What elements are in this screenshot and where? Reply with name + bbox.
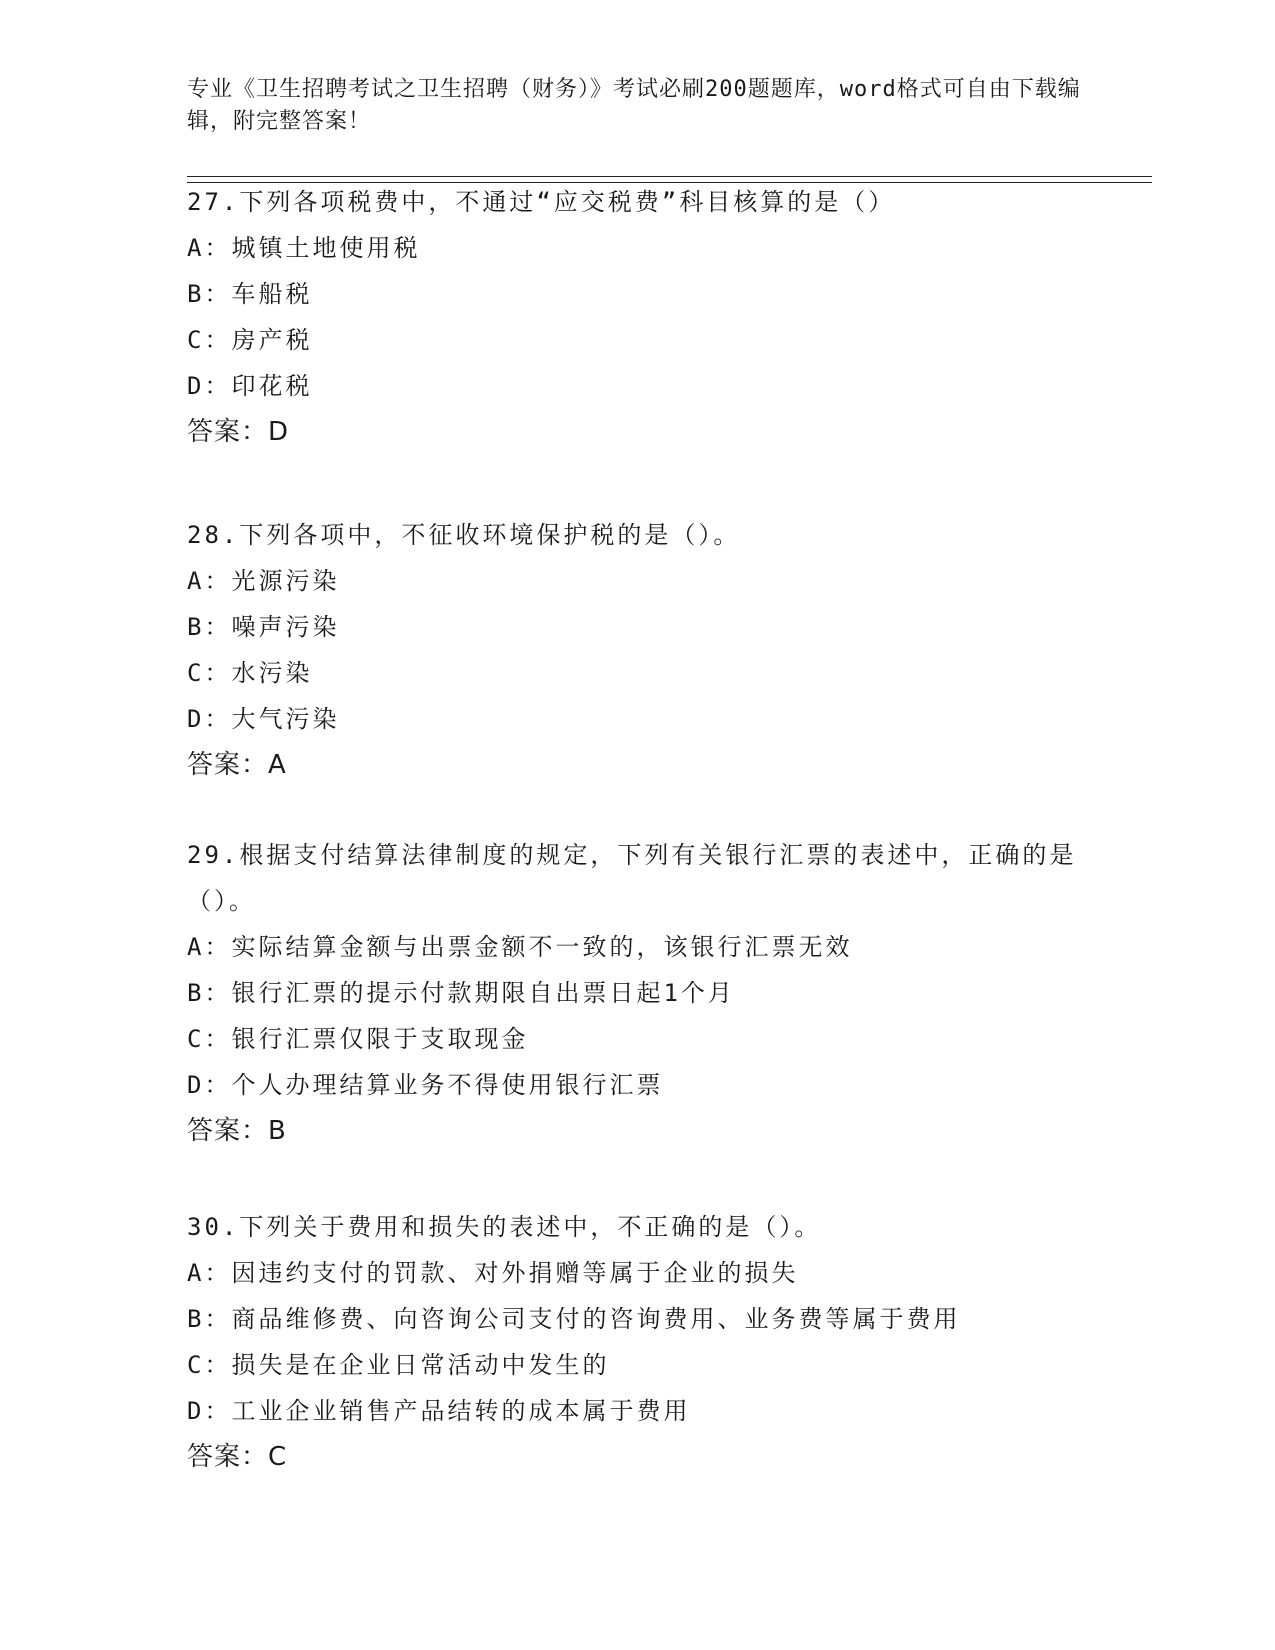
option-b: B：商品维修费、向咨询公司支付的咨询费用、业务费等属于费用: [187, 1305, 961, 1333]
question-30: [187, 1204, 1087, 1480]
option-b: B：银行汇票的提示付款期限自出票日起1个月: [187, 979, 735, 1007]
option-b: B：车船税: [187, 280, 313, 308]
option-c: C：银行汇票仅限于支取现金: [187, 1025, 529, 1053]
question-stem: 28.下列各项中，不征收环境保护税的是（）。: [187, 521, 741, 549]
answer-label: 答案：B: [187, 1116, 287, 1146]
header-divider-top: [187, 176, 1152, 177]
option-a: A：实际结算金额与出票金额不一致的，该银行汇票无效: [187, 933, 853, 961]
question-28: [187, 512, 1087, 788]
question-stem: 27.下列各项税费中，不通过“应交税费”科目核算的是（）: [187, 188, 896, 216]
option-c: C：水污染: [187, 659, 313, 687]
question-29: [187, 832, 1087, 1154]
option-b: B：噪声污染: [187, 613, 340, 641]
option-c: C：损失是在企业日常活动中发生的: [187, 1351, 610, 1379]
option-c: C：房产税: [187, 326, 313, 354]
question-stem: 30.下列关于费用和损失的表述中，不正确的是（）。: [187, 1213, 822, 1241]
answer-label: 答案：A: [187, 750, 287, 780]
question-stem: 29.根据支付结算法律制度的规定，下列有关银行汇票的表述中，正确的是（）。: [187, 841, 1077, 915]
option-d: D：印花税: [187, 372, 313, 400]
answer-label: 答案：D: [187, 417, 290, 447]
option-a: A：光源污染: [187, 567, 340, 595]
option-d: D：大气污染: [187, 705, 340, 733]
question-27: [187, 179, 1087, 455]
option-d: D：工业企业销售产品结转的成本属于费用: [187, 1397, 691, 1425]
option-a: A：城镇土地使用税: [187, 234, 421, 262]
answer-label: 答案：C: [187, 1442, 288, 1472]
option-d: D：个人办理结算业务不得使用银行汇票: [187, 1071, 664, 1099]
document-header: 专业《卫生招聘考试之卫生招聘（财务）》考试必刷200题题库，word格式可自由下载编辑，附完整答案！: [187, 77, 1081, 134]
option-a: A：因违约支付的罚款、对外捐赠等属于企业的损失: [187, 1259, 799, 1287]
